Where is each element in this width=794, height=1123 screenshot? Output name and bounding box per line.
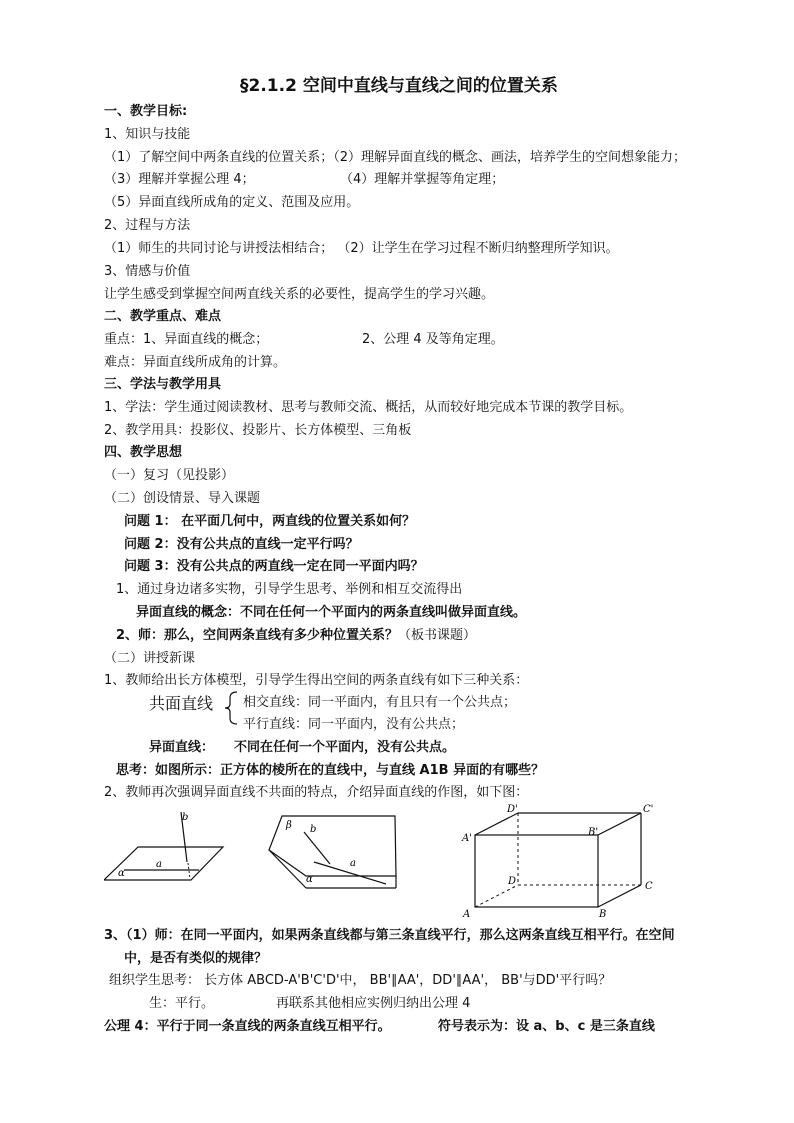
plane-alpha-edge-left xyxy=(269,850,306,888)
difficulty-text: 难点：异面直线所成角的计算。 xyxy=(104,355,287,370)
edge-BC xyxy=(598,885,641,907)
intersecting-lines: 相交直线：同一平面内，有且只有一个公共点； xyxy=(243,695,517,710)
label-A: A xyxy=(463,909,471,920)
skew-lines-desc: 不同在任何一个平面内，没有公共点。 xyxy=(234,740,456,755)
page-title: §2.1.2 空间中直线与直线之间的位置关系 xyxy=(240,76,558,96)
figure-cuboid xyxy=(458,800,668,920)
question-3: 问题 3：没有公共点的两直线一定在同一平面内吗？ xyxy=(124,559,424,574)
label-C1: C' xyxy=(643,804,654,815)
label-B1: B' xyxy=(588,827,599,838)
rule-question-line-1: 3、（1）师：在同一平面内，如果两条直线都与第三条直线平行，那么这两条直线互相平行。在空间 xyxy=(104,928,675,943)
axiom-4-notation: 符号表示为：设 a、b、c 是三条直线 xyxy=(438,1019,655,1034)
emphasize-text: 2、教师再次强调异面直线不共面的特点，介绍异面直线的作图，如下图： xyxy=(104,785,529,800)
goal-item-5: （5）异面直线所成角的定义、范围及应用。 xyxy=(104,195,360,210)
intro-text: （二）创设情景、导入课题 xyxy=(104,491,261,506)
label-b: b xyxy=(182,812,189,823)
teacher-question xyxy=(116,628,476,644)
subheading-process: 2、过程与方法 xyxy=(104,218,191,233)
figure-skew-lines-plane xyxy=(104,805,234,885)
skew-lines-label: 异面直线： xyxy=(149,740,215,755)
process-text: （1）师生的共同讨论与讲授法相结合； （2）让学生在学习过程不断归纳整理所学知识。 xyxy=(104,241,619,256)
parallel-lines: 平行直线：同一平面内，没有公共点； xyxy=(243,717,465,732)
lecture-heading: （二）讲授新课 xyxy=(104,651,196,666)
learning-method: 1、学法：学生通过阅读教材、思考与教师交流、概括，从而较好地完成本节课的教学目标。 xyxy=(104,400,633,415)
think-question: 思考：如图所示：正方体的棱所在的直线中，与直线 A1B 异面的有哪些？ xyxy=(116,763,545,778)
goal-item-3: （3）理解并掌握公理 4； xyxy=(104,172,255,187)
question-2: 问题 2：没有公共点的直线一定平行吗？ xyxy=(124,537,359,552)
edge-AD-hidden xyxy=(475,885,518,907)
guide-text: 1、通过身边诸多实物，引导学生思考、举例和相互交流得出 xyxy=(116,582,463,597)
figure-two-planes xyxy=(264,812,399,894)
edge-A1D1 xyxy=(475,813,518,835)
model-text: 1、教师给出长方体模型，引导学生得出空间的两条直线有如下三种关系： xyxy=(104,673,529,688)
subheading-knowledge: 1、知识与技能 xyxy=(104,127,191,142)
line-b xyxy=(304,832,330,864)
question-1: 问题 1： 在平面几何中，两直线的位置关系如何？ xyxy=(124,514,416,529)
section-heading-goals: 一、教学目标: xyxy=(104,104,188,119)
label-A1: A' xyxy=(462,833,472,844)
label-a: a xyxy=(350,858,356,869)
edge-B1C1 xyxy=(598,813,641,835)
brace-icon xyxy=(224,690,240,726)
front-face xyxy=(475,835,598,907)
label-B: B xyxy=(599,909,607,920)
label-D1: D' xyxy=(507,804,518,815)
subheading-emotion: 3、情感与价值 xyxy=(104,264,191,279)
section-heading-key-points: 二、教学重点、难点 xyxy=(104,309,222,324)
teaching-tools: 2、教学用具：投影仪、投影片、长方体模型、三角板 xyxy=(104,423,412,438)
axiom-4: 公理 4：平行于同一条直线的两条直线互相平行。 xyxy=(104,1019,391,1034)
label-alpha: α xyxy=(118,868,125,879)
rule-question-line-2: 中，是否有类似的规律？ xyxy=(124,951,268,966)
student-answer: 生：平行。 xyxy=(149,996,215,1011)
goal-item-4: （4）理解并掌握等角定理； xyxy=(340,172,505,187)
section-heading-methods: 三、学法与教学用具 xyxy=(104,377,222,392)
teacher-question-text: 2、师：那么，空间两条直线有多少种位置关系？ xyxy=(116,628,399,643)
label-alpha: α xyxy=(306,874,313,885)
line-b-hidden xyxy=(188,863,190,879)
key-point-2: 2、公理 4 及等角定理。 xyxy=(362,332,504,347)
skew-line-definition: 异面直线的概念：不同在任何一个平面内的两条直线叫做异面直线。 xyxy=(136,605,527,620)
label-b: b xyxy=(310,824,317,835)
label-C: C xyxy=(645,881,653,892)
label-D: D xyxy=(508,876,517,887)
coplanar-label: 共面直线 xyxy=(149,694,214,713)
induce-axiom: 再联系其他相应实例归纳出公理 4 xyxy=(276,996,471,1011)
key-point-1: 重点：1、异面直线的概念； xyxy=(104,332,269,347)
label-a: a xyxy=(156,859,162,870)
review-text: （一）复习（见投影） xyxy=(104,468,235,483)
organize-thinking: 组织学生思考： 长方体 ABCD-A'B'C'D'中， BB'∥AA'，DD'∥AA'， BB'与DD'平行吗？ xyxy=(109,973,612,988)
section-heading-teaching: 四、教学思想 xyxy=(104,445,183,460)
goal-item-1: （1）了解空间中两条直线的位置关系；（2）理解异面直线的概念、画法，培养学生的空间想象能力； xyxy=(104,150,687,165)
label-beta: β xyxy=(286,820,292,831)
teacher-question-note: （板书课题） xyxy=(398,628,477,643)
emotion-text: 让学生感受到掌握空间两直线关系的必要性，提高学生的学习兴趣。 xyxy=(104,287,495,302)
